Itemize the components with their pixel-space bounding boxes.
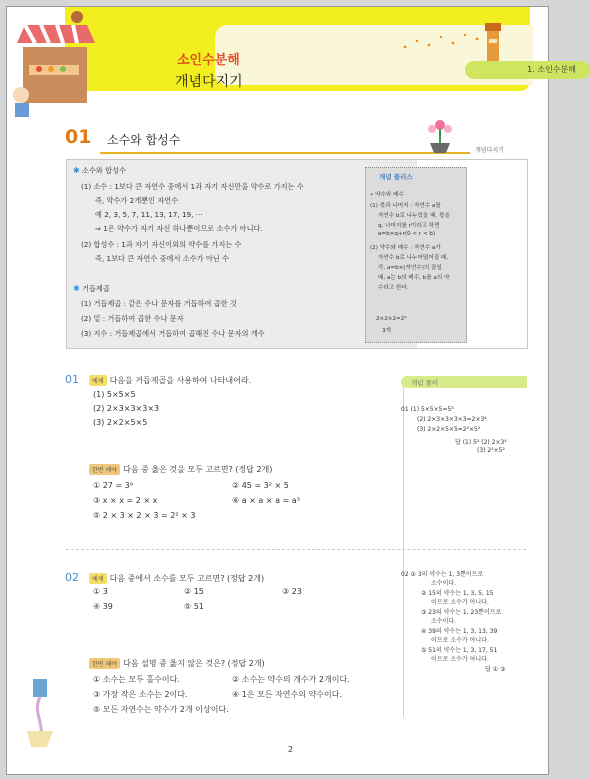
- plus-line: (1) 몫과 나머지 : 자연수 a를: [370, 203, 441, 209]
- concept-line: 즉, 약수가 2개뿐인 자연수: [95, 196, 179, 205]
- example-badge: 예제: [89, 573, 107, 584]
- question-02a-prompt: 예제 다음 중에서 소수를 모두 고르면? (정답 2개): [89, 573, 264, 584]
- lesson-title: 소수와 합성수: [107, 133, 181, 147]
- answer-option[interactable]: ⑤ 모든 자연수는 약수가 2개 이상이다.: [93, 705, 229, 714]
- solution-answer: (3) 2²×5²: [477, 447, 505, 454]
- plus-line: 자연수 b로 나누어떨어질 때,: [378, 255, 449, 261]
- section-label: 1. 소인수분해: [527, 65, 576, 74]
- worksheet-page: [6, 6, 576, 775]
- answer-option[interactable]: ③ x × x = 2 × x: [93, 496, 158, 505]
- concept-line: 즉, 1보다 큰 자연수 중에서 소수가 아닌 수: [95, 254, 229, 263]
- answer-option[interactable]: ② 15: [184, 587, 204, 596]
- lighthouse-icon: [473, 21, 513, 65]
- section-divider: [66, 549, 526, 550]
- practice-badge: 한번 해야: [89, 658, 120, 669]
- question-01a-item: (1) 5×5×5: [93, 390, 136, 399]
- solution-line: 이므로 소수가 아니다.: [431, 599, 489, 606]
- concept-line: (3) 지수 : 거듭제곱에서 거듭하여 곱해진 수나 문자의 개수: [81, 329, 265, 338]
- question-01a-item: (2) 2×3×3×3×3: [93, 404, 160, 413]
- solution-line: ② 15의 약수는 1, 3, 5, 15: [421, 590, 494, 597]
- solution-answer: 답 (1) 5³ (2) 2×3⁴: [455, 439, 507, 446]
- solution-line: (2) 2×3×3×3×3=2×3⁴: [417, 416, 487, 423]
- answer-option[interactable]: ① 소수는 모두 홀수이다.: [93, 675, 180, 684]
- concept-line: (2) 밑 : 거듭하여 곱한 수나 문자: [81, 314, 184, 323]
- concept-plus-title: 개념 플러스: [379, 173, 413, 181]
- concept-heading-power: ✱ 거듭제곱: [73, 284, 110, 293]
- plus-line: • 약수와 배수: [370, 192, 404, 198]
- plus-line: 즉, a=b×(자연수)의 꼴일: [378, 265, 442, 271]
- lantern-decoration: [21, 675, 61, 751]
- concept-heading-prime: ✱ 소수와 합성수: [73, 166, 126, 175]
- section-label-pill: [465, 61, 590, 79]
- plus-line: 때, a는 b의 배수, b를 a의 약: [378, 275, 450, 281]
- concept-line: ⇒ 1은 약수가 자기 자신 하나뿐이므로 소수가 아니다.: [95, 224, 263, 233]
- solution-panel-header: [401, 376, 527, 388]
- concept-plus-box: [365, 167, 467, 343]
- plus-line: (2) 약수와 배수 : 자연수 a가: [370, 245, 441, 251]
- plus-line: q, 나머지를 r이라고 하면: [378, 223, 440, 229]
- solution-line: 이므로 소수가 아니다.: [431, 637, 489, 644]
- plus-line: 자연수 b로 나누었을 때, 몫을: [378, 213, 450, 219]
- chapter-subtitle: 개념다지기: [175, 74, 243, 90]
- question-02b-prompt: 한번 해야 다음 설명 중 옳지 않은 것은? (정답 2개): [89, 658, 265, 669]
- concept-line: 예 2, 3, 5, 7, 11, 13, 17, 19, ···: [95, 210, 203, 219]
- answer-option[interactable]: ④ a × a × a = a³: [232, 496, 300, 505]
- answer-option[interactable]: ① 3: [93, 587, 108, 596]
- solution-line: 소수이다.: [431, 580, 457, 587]
- example-badge: 예제: [89, 375, 107, 386]
- solution-answer: 답 ① ③: [485, 666, 506, 673]
- answer-option[interactable]: ④ 1은 모든 자연수의 약수이다.: [232, 690, 342, 699]
- lesson-tag: 개념다지기: [475, 147, 504, 154]
- concept-line: (1) 소수 : 1보다 큰 자연수 중에서 1과 자기 자신만을 약수로 가지는 수: [81, 182, 304, 191]
- answer-option[interactable]: ③ 23: [282, 587, 302, 596]
- concept-line: (2) 합성수 : 1과 자기 자신이외의 약수를 가지는 수: [81, 240, 242, 249]
- answer-option[interactable]: ③ 가장 작은 소수는 2이다.: [93, 690, 188, 699]
- practice-badge: 한번 해야: [89, 464, 120, 475]
- question-number-02: 02: [65, 571, 79, 584]
- answer-option[interactable]: ⑤ 51: [184, 602, 204, 611]
- lesson-underline: [100, 152, 470, 154]
- question-01a-prompt: 예제 다음을 거듭제곱을 사용하여 나타내어라.: [89, 375, 251, 386]
- answer-option[interactable]: ① 27 = 3⁹: [93, 481, 133, 490]
- chapter-title: 소인수분해: [177, 53, 240, 68]
- plus-line: 수라고 한다.: [378, 285, 409, 291]
- plus-line: a=b×q+r(0 < r < b): [378, 231, 436, 237]
- answer-option[interactable]: ② 소수는 약수의 개수가 2개이다.: [232, 675, 350, 684]
- solution-line: (3) 2×2×5×5=2²×5²: [417, 426, 481, 433]
- solution-panel: [401, 376, 527, 476]
- snowflake-icon: ✱: [73, 284, 80, 293]
- question-number-01: 01: [65, 373, 79, 386]
- answer-option[interactable]: ④ 39: [93, 602, 113, 611]
- solution-panel-title: 개념 풀이: [411, 379, 439, 387]
- answer-option[interactable]: ⑤ 2 × 3 × 2 × 3 = 2² × 3: [93, 511, 196, 520]
- chapter-header: [65, 7, 576, 91]
- answer-option[interactable]: ② 45 = 3² × 5: [232, 481, 289, 490]
- question-01a-item: (3) 2×2×5×5: [93, 418, 148, 427]
- solution-line: ⑤ 51의 약수는 1, 3, 17, 51: [421, 647, 498, 654]
- flower-pot-icon: [420, 117, 460, 153]
- solution-line: ③ 23의 약수는 1, 23뿐이므로: [421, 609, 502, 616]
- concept-line: (1) 거듭제곱 : 같은 수나 문자를 거듭하여 곱한 것: [81, 299, 237, 308]
- question-01b-prompt: 한번 해야 다음 중 옳은 것을 모두 고르면? (정답 2개): [89, 464, 272, 475]
- plus-power-count: 3개: [382, 328, 391, 334]
- solution-line: 이므로 소수가 아니다.: [431, 656, 489, 663]
- page-number: 2: [288, 745, 294, 754]
- solution-line: 02 ① 3의 약수는 1, 3뿐이므로: [401, 571, 484, 578]
- solution-line: ④ 39의 약수는 1, 3, 13, 39: [421, 628, 498, 635]
- solution-line: 소수이다.: [431, 618, 457, 625]
- market-stall-illustration: [15, 7, 100, 119]
- lesson-number: 01: [65, 126, 92, 148]
- solution-line: 01 (1) 5×5×5=5³: [401, 406, 454, 413]
- snowflake-icon: ✱: [73, 166, 80, 175]
- lesson-band: [65, 123, 505, 153]
- plus-power-example: 2×2×2=2³: [376, 316, 407, 322]
